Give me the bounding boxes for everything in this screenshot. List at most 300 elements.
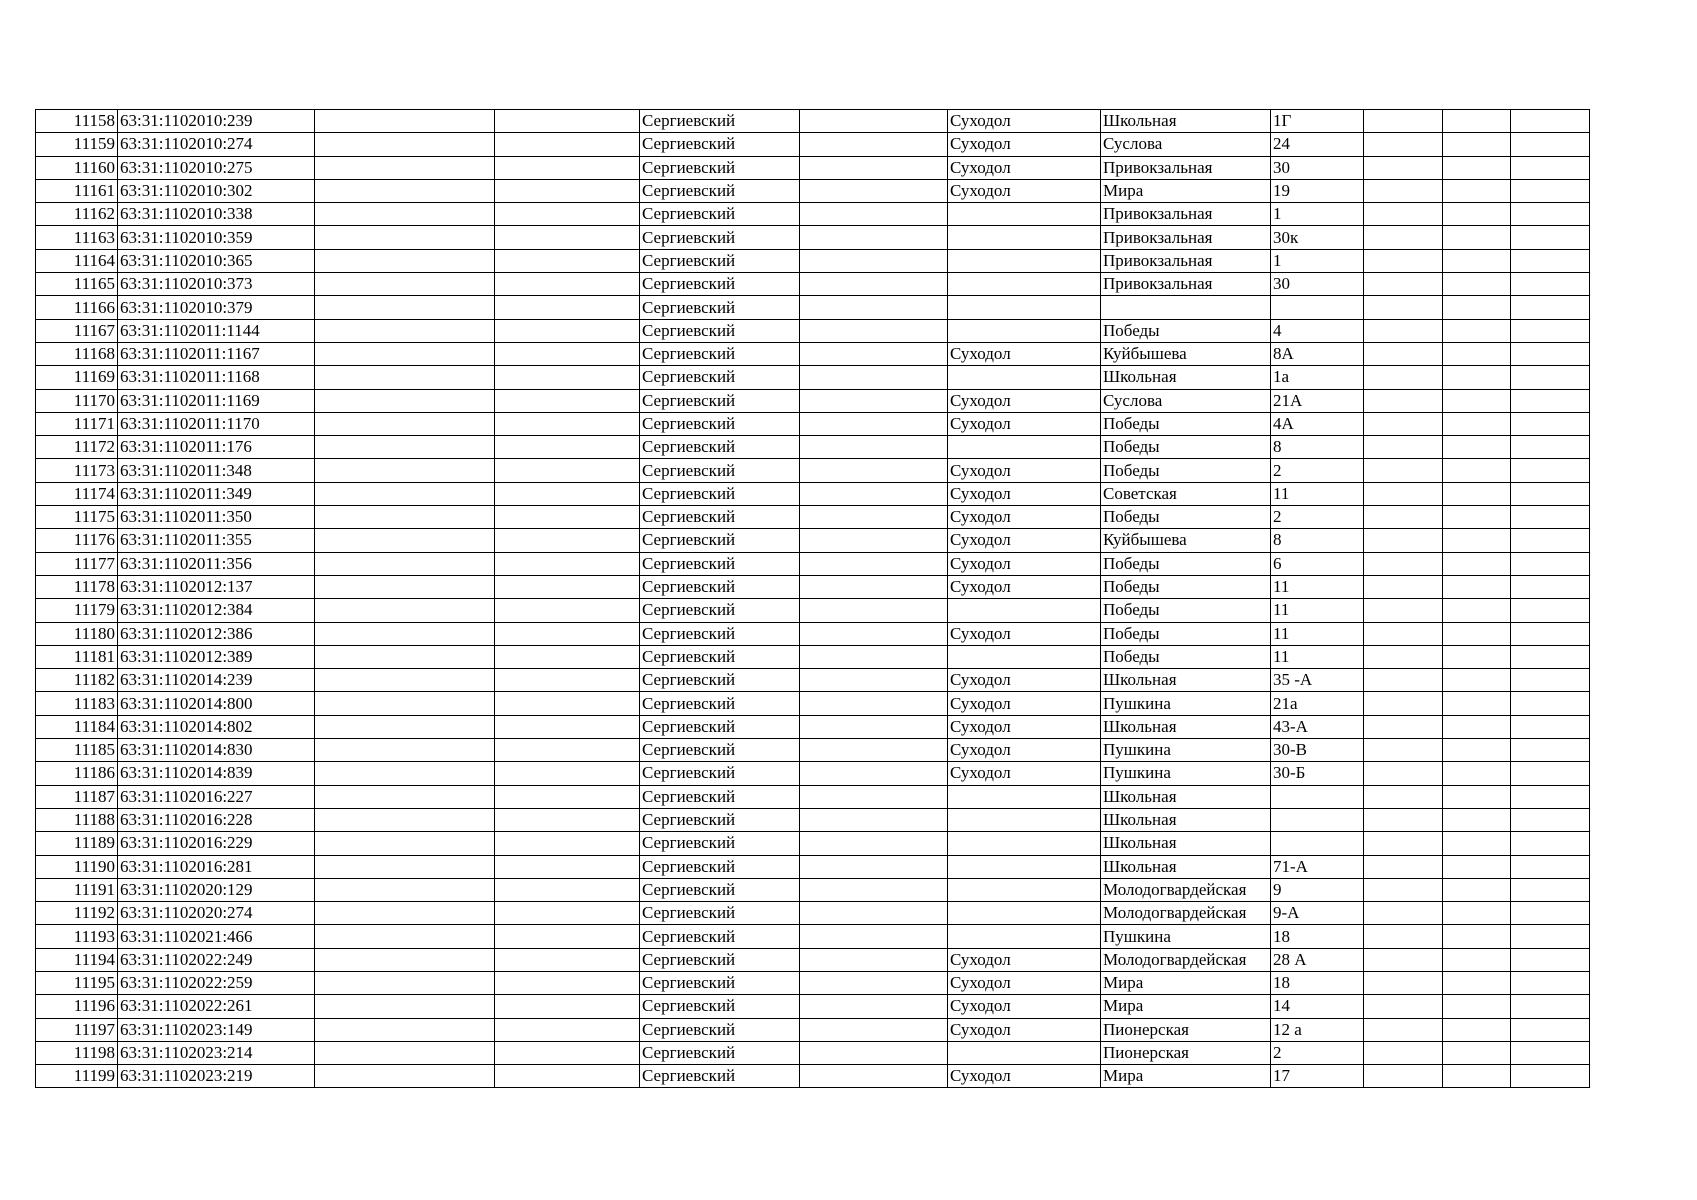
empty-cell — [1443, 599, 1511, 622]
empty-cell — [315, 715, 495, 738]
locality-cell — [948, 203, 1101, 226]
empty-cell — [800, 925, 948, 948]
house-cell: 17 — [1271, 1065, 1364, 1088]
cadastral-number: 63:31:1102012:386 — [118, 622, 315, 645]
empty-cell — [1511, 179, 1590, 202]
empty-cell — [1511, 971, 1590, 994]
empty-cell — [495, 389, 640, 412]
district-cell: Сергиевский — [640, 808, 800, 831]
empty-cell — [1443, 808, 1511, 831]
locality-cell — [948, 319, 1101, 342]
row-number: 11176 — [36, 529, 118, 552]
empty-cell — [800, 226, 948, 249]
row-number: 11194 — [36, 948, 118, 971]
empty-cell — [1364, 226, 1443, 249]
locality-cell: Суходол — [948, 110, 1101, 133]
empty-cell — [1364, 552, 1443, 575]
table-row — [36, 1041, 1590, 1064]
row-number: 11183 — [36, 692, 118, 715]
district-cell: Сергиевский — [640, 575, 800, 598]
district-cell: Сергиевский — [640, 669, 800, 692]
street-cell: Победы — [1101, 599, 1271, 622]
district-cell: Сергиевский — [640, 296, 800, 319]
cadastral-number: 63:31:1102011:1144 — [118, 319, 315, 342]
empty-cell — [1364, 506, 1443, 529]
table-row — [36, 436, 1590, 459]
district-cell: Сергиевский — [640, 482, 800, 505]
empty-cell — [1443, 925, 1511, 948]
empty-cell — [1511, 203, 1590, 226]
house-cell: 30к — [1271, 226, 1364, 249]
empty-cell — [800, 389, 948, 412]
district-cell: Сергиевский — [640, 366, 800, 389]
table-row — [36, 482, 1590, 505]
district-cell: Сергиевский — [640, 739, 800, 762]
street-cell: Школьная — [1101, 855, 1271, 878]
empty-cell — [800, 203, 948, 226]
table-row — [36, 249, 1590, 272]
empty-cell — [1364, 203, 1443, 226]
empty-cell — [495, 319, 640, 342]
empty-cell — [315, 971, 495, 994]
locality-cell: Суходол — [948, 389, 1101, 412]
house-cell: 6 — [1271, 552, 1364, 575]
cadastral-number: 63:31:1102014:239 — [118, 669, 315, 692]
empty-cell — [1511, 296, 1590, 319]
empty-cell — [495, 342, 640, 365]
district-cell: Сергиевский — [640, 506, 800, 529]
empty-cell — [315, 622, 495, 645]
locality-cell: Суходол — [948, 1018, 1101, 1041]
cadastral-number: 63:31:1102014:830 — [118, 739, 315, 762]
district-cell: Сергиевский — [640, 1018, 800, 1041]
street-cell: Молодогвардейская — [1101, 948, 1271, 971]
empty-cell — [800, 1065, 948, 1088]
empty-cell — [315, 692, 495, 715]
empty-cell — [495, 226, 640, 249]
house-cell: 2 — [1271, 459, 1364, 482]
row-number: 11191 — [36, 878, 118, 901]
cadastral-number: 63:31:1102011:176 — [118, 436, 315, 459]
district-cell: Сергиевский — [640, 110, 800, 133]
table-row — [36, 110, 1590, 133]
locality-cell: Суходол — [948, 156, 1101, 179]
street-cell: Победы — [1101, 645, 1271, 668]
house-cell — [1271, 785, 1364, 808]
cadastral-number: 63:31:1102012:137 — [118, 575, 315, 598]
house-cell: 19 — [1271, 179, 1364, 202]
empty-cell — [1511, 622, 1590, 645]
district-cell: Сергиевский — [640, 156, 800, 179]
cadastral-number: 63:31:1102011:1169 — [118, 389, 315, 412]
empty-cell — [315, 832, 495, 855]
empty-cell — [1511, 529, 1590, 552]
table-row — [36, 739, 1590, 762]
empty-cell — [315, 366, 495, 389]
district-cell: Сергиевский — [640, 273, 800, 296]
house-cell — [1271, 808, 1364, 831]
empty-cell — [1511, 366, 1590, 389]
table-row — [36, 878, 1590, 901]
empty-cell — [1364, 669, 1443, 692]
empty-cell — [1364, 1065, 1443, 1088]
empty-cell — [495, 575, 640, 598]
district-cell: Сергиевский — [640, 319, 800, 342]
street-cell: Победы — [1101, 436, 1271, 459]
district-cell: Сергиевский — [640, 832, 800, 855]
street-cell: Пионерская — [1101, 1018, 1271, 1041]
empty-cell — [1443, 692, 1511, 715]
row-number: 11180 — [36, 622, 118, 645]
empty-cell — [495, 110, 640, 133]
empty-cell — [800, 622, 948, 645]
district-cell: Сергиевский — [640, 226, 800, 249]
empty-cell — [1364, 762, 1443, 785]
locality-cell — [948, 599, 1101, 622]
empty-cell — [495, 622, 640, 645]
locality-cell: Суходол — [948, 622, 1101, 645]
house-cell: 21а — [1271, 692, 1364, 715]
street-cell: Пушкина — [1101, 925, 1271, 948]
table-row — [36, 855, 1590, 878]
cadastral-number: 63:31:1102011:350 — [118, 506, 315, 529]
row-number: 11193 — [36, 925, 118, 948]
street-cell: Мира — [1101, 1065, 1271, 1088]
empty-cell — [1511, 575, 1590, 598]
row-number: 11199 — [36, 1065, 118, 1088]
street-cell: Школьная — [1101, 366, 1271, 389]
district-cell: Сергиевский — [640, 971, 800, 994]
locality-cell: Суходол — [948, 575, 1101, 598]
empty-cell — [1443, 785, 1511, 808]
empty-cell — [1364, 948, 1443, 971]
locality-cell: Суходол — [948, 762, 1101, 785]
empty-cell — [800, 133, 948, 156]
cadastral-number: 63:31:1102016:228 — [118, 808, 315, 831]
cadastral-number: 63:31:1102011:348 — [118, 459, 315, 482]
empty-cell — [495, 1041, 640, 1064]
empty-cell — [495, 669, 640, 692]
empty-cell — [1443, 179, 1511, 202]
locality-cell — [948, 273, 1101, 296]
locality-cell — [948, 1041, 1101, 1064]
table-row — [36, 203, 1590, 226]
empty-cell — [495, 645, 640, 668]
empty-cell — [495, 995, 640, 1018]
locality-cell — [948, 226, 1101, 249]
table-row — [36, 692, 1590, 715]
empty-cell — [800, 319, 948, 342]
empty-cell — [800, 902, 948, 925]
row-number: 11169 — [36, 366, 118, 389]
empty-cell — [495, 506, 640, 529]
empty-cell — [1511, 110, 1590, 133]
registry-body — [36, 110, 1590, 1088]
table-row — [36, 599, 1590, 622]
empty-cell — [1511, 762, 1590, 785]
street-cell: Победы — [1101, 622, 1271, 645]
house-cell: 28 А — [1271, 948, 1364, 971]
house-cell: 1 — [1271, 249, 1364, 272]
empty-cell — [1511, 389, 1590, 412]
street-cell: Мира — [1101, 971, 1271, 994]
empty-cell — [495, 459, 640, 482]
locality-cell: Суходол — [948, 459, 1101, 482]
street-cell: Победы — [1101, 459, 1271, 482]
empty-cell — [1364, 296, 1443, 319]
empty-cell — [315, 902, 495, 925]
cadastral-number: 63:31:1102022:249 — [118, 948, 315, 971]
empty-cell — [800, 692, 948, 715]
row-number: 11160 — [36, 156, 118, 179]
empty-cell — [800, 366, 948, 389]
street-cell: Победы — [1101, 319, 1271, 342]
district-cell: Сергиевский — [640, 925, 800, 948]
empty-cell — [495, 808, 640, 831]
table-row — [36, 785, 1590, 808]
house-cell: 11 — [1271, 575, 1364, 598]
district-cell: Сергиевский — [640, 622, 800, 645]
table-row — [36, 552, 1590, 575]
locality-cell: Суходол — [948, 482, 1101, 505]
empty-cell — [1364, 179, 1443, 202]
empty-cell — [1364, 1041, 1443, 1064]
locality-cell: Суходол — [948, 971, 1101, 994]
locality-cell: Суходол — [948, 995, 1101, 1018]
cadastral-number: 63:31:1102010:239 — [118, 110, 315, 133]
empty-cell — [495, 273, 640, 296]
locality-cell — [948, 855, 1101, 878]
empty-cell — [800, 762, 948, 785]
row-number: 11175 — [36, 506, 118, 529]
locality-cell: Суходол — [948, 412, 1101, 435]
district-cell: Сергиевский — [640, 203, 800, 226]
locality-cell: Суходол — [948, 948, 1101, 971]
row-number: 11170 — [36, 389, 118, 412]
empty-cell — [1511, 855, 1590, 878]
cadastral-number: 63:31:1102023:149 — [118, 1018, 315, 1041]
cadastral-number: 63:31:1102020:129 — [118, 878, 315, 901]
cadastral-number: 63:31:1102010:373 — [118, 273, 315, 296]
empty-cell — [315, 389, 495, 412]
table-row — [36, 179, 1590, 202]
street-cell: Молодогвардейская — [1101, 902, 1271, 925]
table-row — [36, 832, 1590, 855]
row-number: 11164 — [36, 249, 118, 272]
empty-cell — [1364, 389, 1443, 412]
empty-cell — [1443, 133, 1511, 156]
street-cell: Пушкина — [1101, 692, 1271, 715]
empty-cell — [1443, 389, 1511, 412]
locality-cell: Суходол — [948, 1065, 1101, 1088]
empty-cell — [1443, 273, 1511, 296]
empty-cell — [1511, 785, 1590, 808]
row-number: 11185 — [36, 739, 118, 762]
locality-cell: Суходол — [948, 342, 1101, 365]
empty-cell — [315, 878, 495, 901]
house-cell: 11 — [1271, 599, 1364, 622]
empty-cell — [1443, 995, 1511, 1018]
empty-cell — [1364, 249, 1443, 272]
empty-cell — [1511, 342, 1590, 365]
table-row — [36, 645, 1590, 668]
empty-cell — [800, 645, 948, 668]
row-number: 11172 — [36, 436, 118, 459]
empty-cell — [315, 319, 495, 342]
empty-cell — [1511, 902, 1590, 925]
cadastral-number: 63:31:1102016:227 — [118, 785, 315, 808]
empty-cell — [1364, 832, 1443, 855]
house-cell: 30-Б — [1271, 762, 1364, 785]
empty-cell — [1511, 1018, 1590, 1041]
locality-cell — [948, 902, 1101, 925]
empty-cell — [315, 739, 495, 762]
district-cell: Сергиевский — [640, 1041, 800, 1064]
empty-cell — [495, 878, 640, 901]
street-cell: Победы — [1101, 506, 1271, 529]
house-cell: 2 — [1271, 506, 1364, 529]
empty-cell — [1364, 436, 1443, 459]
house-cell: 1 — [1271, 203, 1364, 226]
street-cell: Привокзальная — [1101, 249, 1271, 272]
empty-cell — [495, 552, 640, 575]
cadastral-number: 63:31:1102010:379 — [118, 296, 315, 319]
empty-cell — [1364, 995, 1443, 1018]
empty-cell — [315, 226, 495, 249]
empty-cell — [1364, 1018, 1443, 1041]
district-cell: Сергиевский — [640, 179, 800, 202]
empty-cell — [800, 599, 948, 622]
district-cell: Сергиевский — [640, 389, 800, 412]
house-cell: 9 — [1271, 878, 1364, 901]
table-row — [36, 226, 1590, 249]
empty-cell — [1443, 203, 1511, 226]
row-number: 11192 — [36, 902, 118, 925]
empty-cell — [1443, 902, 1511, 925]
row-number: 11159 — [36, 133, 118, 156]
empty-cell — [495, 482, 640, 505]
empty-cell — [1364, 342, 1443, 365]
house-cell: 21А — [1271, 389, 1364, 412]
street-cell: Победы — [1101, 552, 1271, 575]
row-number: 11162 — [36, 203, 118, 226]
empty-cell — [495, 692, 640, 715]
empty-cell — [800, 855, 948, 878]
row-number: 11173 — [36, 459, 118, 482]
cadastral-number: 63:31:1102012:384 — [118, 599, 315, 622]
row-number: 11171 — [36, 412, 118, 435]
street-cell: Привокзальная — [1101, 273, 1271, 296]
street-cell: Пушкина — [1101, 762, 1271, 785]
locality-cell — [948, 645, 1101, 668]
table-row — [36, 925, 1590, 948]
empty-cell — [495, 296, 640, 319]
row-number: 11158 — [36, 110, 118, 133]
house-cell: 8 — [1271, 436, 1364, 459]
empty-cell — [315, 948, 495, 971]
empty-cell — [1364, 645, 1443, 668]
empty-cell — [1443, 1065, 1511, 1088]
empty-cell — [1511, 226, 1590, 249]
empty-cell — [1443, 645, 1511, 668]
house-cell: 30 — [1271, 156, 1364, 179]
empty-cell — [495, 203, 640, 226]
empty-cell — [1443, 1018, 1511, 1041]
table-row — [36, 366, 1590, 389]
empty-cell — [1511, 133, 1590, 156]
table-row — [36, 971, 1590, 994]
empty-cell — [1364, 692, 1443, 715]
cadastral-number: 63:31:1102011:349 — [118, 482, 315, 505]
locality-cell — [948, 436, 1101, 459]
empty-cell — [1443, 762, 1511, 785]
row-number: 11195 — [36, 971, 118, 994]
cadastral-number: 63:31:1102014:802 — [118, 715, 315, 738]
house-cell: 18 — [1271, 925, 1364, 948]
table-row — [36, 412, 1590, 435]
empty-cell — [800, 482, 948, 505]
locality-cell: Суходол — [948, 133, 1101, 156]
street-cell: Куйбышева — [1101, 342, 1271, 365]
district-cell: Сергиевский — [640, 1065, 800, 1088]
house-cell: 43-А — [1271, 715, 1364, 738]
table-row — [36, 506, 1590, 529]
empty-cell — [800, 296, 948, 319]
empty-cell — [315, 342, 495, 365]
empty-cell — [315, 669, 495, 692]
street-cell: Школьная — [1101, 785, 1271, 808]
cadastral-number: 63:31:1102011:1167 — [118, 342, 315, 365]
district-cell: Сергиевский — [640, 133, 800, 156]
house-cell: 11 — [1271, 482, 1364, 505]
empty-cell — [1443, 971, 1511, 994]
empty-cell — [800, 412, 948, 435]
table-row — [36, 622, 1590, 645]
district-cell: Сергиевский — [640, 599, 800, 622]
house-cell: 8А — [1271, 342, 1364, 365]
empty-cell — [1443, 482, 1511, 505]
empty-cell — [315, 436, 495, 459]
empty-cell — [1364, 459, 1443, 482]
empty-cell — [1364, 273, 1443, 296]
empty-cell — [315, 645, 495, 668]
cadastral-number: 63:31:1102010:359 — [118, 226, 315, 249]
empty-cell — [315, 552, 495, 575]
empty-cell — [1443, 669, 1511, 692]
empty-cell — [1511, 319, 1590, 342]
empty-cell — [1443, 412, 1511, 435]
empty-cell — [495, 179, 640, 202]
row-number: 11179 — [36, 599, 118, 622]
table-row — [36, 948, 1590, 971]
empty-cell — [315, 785, 495, 808]
empty-cell — [495, 599, 640, 622]
empty-cell — [1364, 855, 1443, 878]
street-cell: Суслова — [1101, 133, 1271, 156]
locality-cell — [948, 366, 1101, 389]
empty-cell — [1511, 552, 1590, 575]
empty-cell — [800, 552, 948, 575]
table-row — [36, 133, 1590, 156]
table-row — [36, 715, 1590, 738]
locality-cell — [948, 296, 1101, 319]
row-number: 11184 — [36, 715, 118, 738]
empty-cell — [800, 739, 948, 762]
empty-cell — [1364, 575, 1443, 598]
row-number: 11167 — [36, 319, 118, 342]
empty-cell — [315, 1018, 495, 1041]
empty-cell — [800, 575, 948, 598]
